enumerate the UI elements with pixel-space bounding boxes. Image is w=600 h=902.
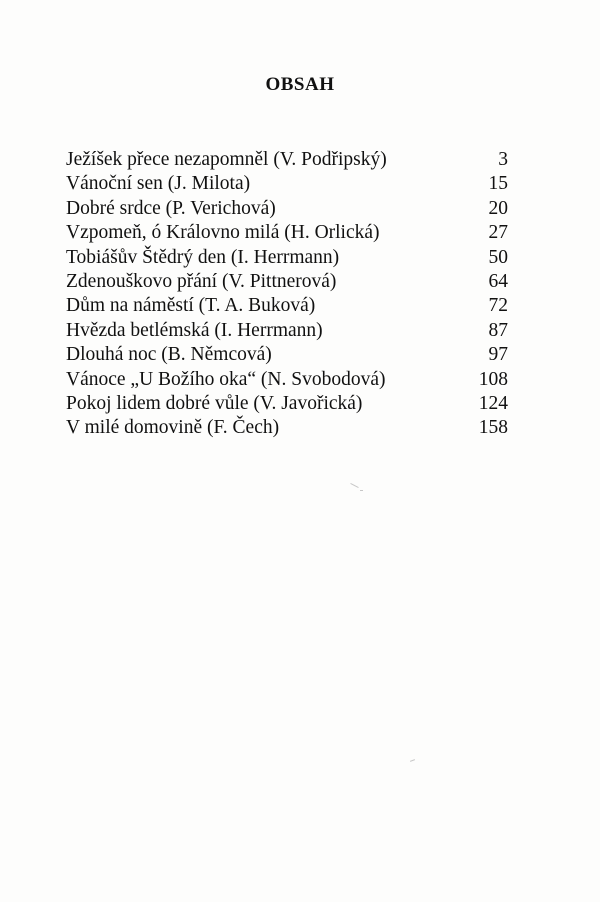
table-of-contents xyxy=(66,148,508,441)
toc-entry xyxy=(66,148,508,172)
toc-entry-page: 3 xyxy=(498,149,508,170)
toc-entry xyxy=(66,368,508,392)
toc-entry-title: Tobiášův Štědrý den (I. Herrmann) xyxy=(66,246,340,268)
toc-entry-title: Hvězda betlémská (I. Herrmann) xyxy=(66,319,323,341)
page-title: OBSAH xyxy=(265,74,335,95)
toc-entry xyxy=(66,319,508,343)
toc-entry-page: 27 xyxy=(488,222,508,244)
toc-entry-page: 87 xyxy=(488,319,508,341)
toc-entry-page: 108 xyxy=(478,368,508,390)
toc-entry-title: V milé domovině (F. Čech) xyxy=(66,417,280,439)
toc-entry-page: 50 xyxy=(488,246,508,268)
toc-entry-title: Vánoční sen (J. Milota) xyxy=(66,173,251,195)
toc-entry-title: Dobré srdce (P. Verichová) xyxy=(66,197,276,219)
paper-speck xyxy=(350,483,358,488)
toc-entry xyxy=(66,270,508,294)
toc-entry xyxy=(66,343,508,367)
toc-entry-page: 15 xyxy=(488,173,508,195)
toc-entry-page: 64 xyxy=(488,270,508,292)
toc-entry xyxy=(66,416,508,440)
toc-entry-page: 72 xyxy=(488,295,508,317)
toc-entry-page: 124 xyxy=(478,392,508,414)
toc-entry-title: Vzpomeň, ó Královno milá (H. Orlická) xyxy=(66,222,380,244)
toc-entry xyxy=(66,246,508,270)
toc-entry-title: Dlouhá noc (B. Němcová) xyxy=(66,344,272,366)
toc-entry-title: Zdenouškovo přání (V. Pittnerová) xyxy=(66,270,337,292)
toc-entry-page: 20 xyxy=(488,197,508,219)
toc-entry-title: Ježíšek přece nezapomněl (V. Podřipský) xyxy=(66,149,387,170)
toc-entry-title: Vánoce „U Božího oka“ (N. Svobodová) xyxy=(66,368,386,390)
toc-entry-page: 158 xyxy=(478,417,508,439)
paper-speck xyxy=(410,759,415,762)
toc-entry xyxy=(66,294,508,318)
paper-speck xyxy=(360,490,363,491)
toc-entry xyxy=(66,197,508,221)
toc-entry-page: 97 xyxy=(488,344,508,366)
toc-entry xyxy=(66,172,508,196)
toc-entry xyxy=(66,392,508,416)
toc-entry-title: Dům na náměstí (T. A. Buková) xyxy=(66,295,316,317)
toc-entry-title: Pokoj lidem dobré vůle (V. Javořická) xyxy=(66,392,363,414)
toc-entry xyxy=(66,221,508,245)
